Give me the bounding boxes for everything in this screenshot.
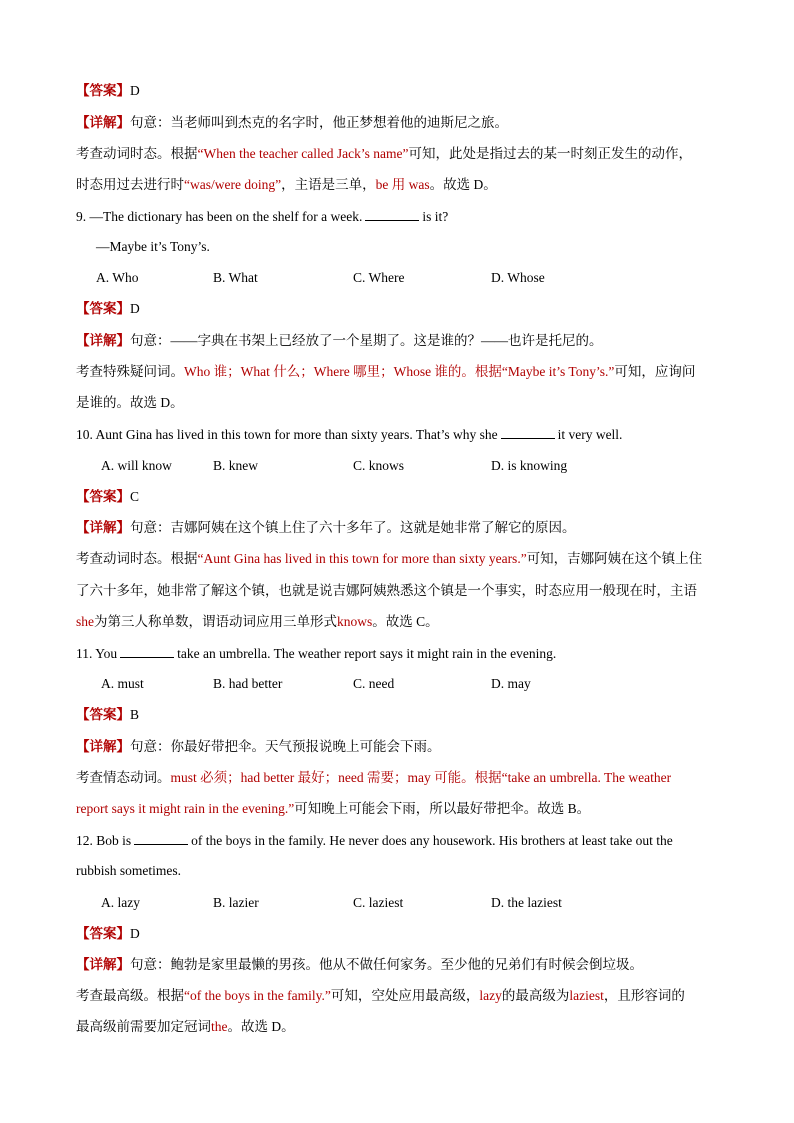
q10-explanation-line-1: 考查动词时态。根据“Aunt Gina has lived in this town for more than sixty years.”可知，吉娜阿姨在这个镇上住 xyxy=(76,551,703,566)
q11-answer-line xyxy=(76,706,139,724)
q11-option-c: C. need xyxy=(353,676,395,691)
q12-answer-line xyxy=(76,925,140,943)
q9-stem: 9. —The dictionary has been on the shelf for a week. is it? xyxy=(76,209,449,224)
q11-explanation-line-1: 考查情态动词。must 必须；had better 最好；need 需要；may 可能。根据“take an umbrella. The weather xyxy=(76,770,672,785)
q12-stem: 12. Bob is of the boys in the family. He never does any housework. His brothers at least take out the xyxy=(76,833,673,848)
q9-detail-line xyxy=(76,332,603,350)
q10-stem: 10. Aunt Gina has lived in this town for more than sixty years. That’s why she it very well. xyxy=(76,427,623,442)
q9-option-b: B. What xyxy=(213,270,258,285)
q8-explanation-line-2: 时态用过去进行时“was/were doing”，主语是三单，be 用 was。故选 D。 xyxy=(76,177,497,192)
q12-option-d: D. the laziest xyxy=(491,895,562,910)
q10-option-c: C. knows xyxy=(353,458,405,473)
detail-label: 【详解】 xyxy=(76,739,130,754)
detail-label: 【详解】 xyxy=(76,520,130,535)
q10-option-b: B. knew xyxy=(213,458,258,473)
answer-label: 【答案】 xyxy=(76,301,130,316)
q11-explanation-line-2: report says it might rain in the evening.”可知晚上可能会下雨，所以最好带把伞。故选 B。 xyxy=(76,801,591,816)
q11-option-b: B. had better xyxy=(213,676,283,691)
detail-label: 【详解】 xyxy=(76,957,130,972)
answer-blank xyxy=(120,644,174,658)
q9-option-d: D. Whose xyxy=(491,270,545,285)
q11-stem: 11. You take an umbrella. The weather report says it might rain in the evening. xyxy=(76,646,557,661)
answer-label: 【答案】 xyxy=(76,707,130,722)
q12-stem-continued: rubbish sometimes. xyxy=(76,863,181,878)
q12-explanation-line-1: 考查最高级。根据“of the boys in the family.”可知，空处应用最高级，lazy的最高级为laziest，且形容词的 xyxy=(76,988,685,1003)
q9-reply: —Maybe it’s Tony’s. xyxy=(96,239,210,254)
answer-label: 【答案】 xyxy=(76,489,130,504)
detail-label: 【详解】 xyxy=(76,115,130,130)
q8-answer-line xyxy=(76,82,140,100)
answer-value: C xyxy=(130,489,140,504)
q12-option-a: A. lazy xyxy=(101,895,140,910)
q11-detail-line xyxy=(76,738,441,756)
answer-value: D xyxy=(130,926,140,941)
q9-explanation-line-1: 考查特殊疑问词。Who 谁；What 什么；Where 哪里；Whose 谁的。根据“Maybe it’s Tony’s.”可知，应询问 xyxy=(76,364,696,379)
detail-label: 【详解】 xyxy=(76,333,130,348)
q12-explanation-line-2: 最高级前需要加定冠词the。故选 D。 xyxy=(76,1019,295,1034)
q12-option-c: C. laziest xyxy=(353,895,404,910)
answer-blank xyxy=(365,207,419,221)
q11-option-a: A. must xyxy=(101,676,144,691)
detail-text: 句意：鲍勃是家里最懒的男孩。他从不做任何家务。至少他的兄弟们有时候会倒垃圾。 xyxy=(130,957,643,972)
detail-text: 句意：吉娜阿姨在这个镇上住了六十多年了。这就是她非常了解它的原因。 xyxy=(130,520,576,535)
answer-value: D xyxy=(130,301,140,316)
q12-option-b: B. lazier xyxy=(213,895,259,910)
answer-value: B xyxy=(130,707,140,722)
detail-text: 句意：——字典在书架上已经放了一个星期了。这是谁的？——也许是托尼的。 xyxy=(130,333,603,348)
answer-blank xyxy=(134,831,188,845)
q10-answer-line xyxy=(76,488,139,506)
q11-option-d: D. may xyxy=(491,676,531,691)
answer-value: D xyxy=(130,83,140,98)
detail-text: 句意：当老师叫到杰克的名字时，他正梦想着他的迪斯尼之旅。 xyxy=(130,115,508,130)
answer-label: 【答案】 xyxy=(76,83,130,98)
q9-option-a: A. Who xyxy=(96,270,139,285)
q9-explanation-line-2: 是谁的。故选 D。 xyxy=(76,395,184,410)
q10-detail-line xyxy=(76,519,576,537)
q9-answer-line xyxy=(76,300,140,318)
q10-option-d: D. is knowing xyxy=(491,458,568,473)
q8-explanation-line-1: 考查动词时态。根据“When the teacher called Jack’s name”可知，此处是指过去的某一时刻正发生的动作， xyxy=(76,146,693,161)
q10-option-a: A. will know xyxy=(101,458,172,473)
q8-detail-line xyxy=(76,114,508,132)
q10-explanation-line-2: 了六十多年，她非常了解这个镇，也就是说吉娜阿姨熟悉这个镇是一个事实，时态应用一般现在时，主语 xyxy=(76,583,697,598)
q12-detail-line xyxy=(76,956,643,974)
detail-text: 句意：你最好带把伞。天气预报说晚上可能会下雨。 xyxy=(130,739,441,754)
q10-explanation-line-3: she为第三人称单数，谓语动词应用三单形式knows。故选 C。 xyxy=(76,614,439,629)
q9-option-c: C. Where xyxy=(353,270,405,285)
answer-blank xyxy=(501,425,555,439)
answer-label: 【答案】 xyxy=(76,926,130,941)
